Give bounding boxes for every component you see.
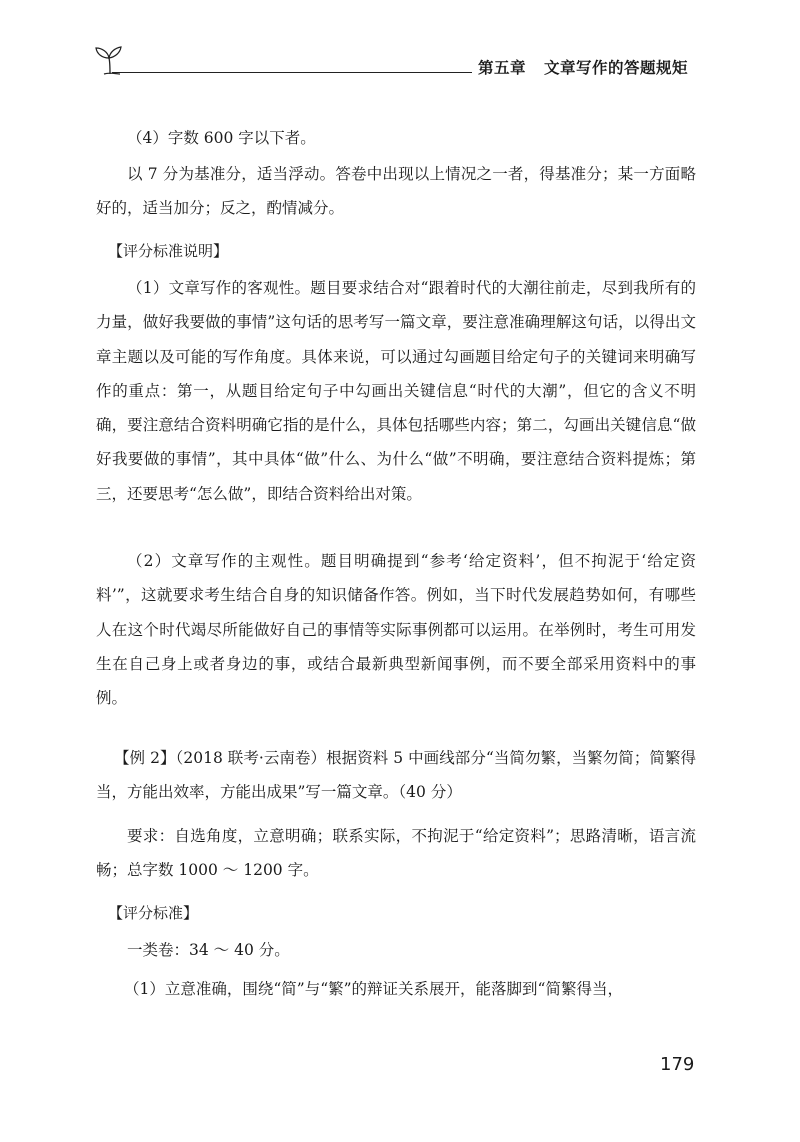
paragraph: （1）立意准确，围绕“简”与“繁”的辩证关系展开，能落脚到“简繁得当，	[124, 980, 623, 998]
body-block-1	[96, 121, 696, 155]
page-number: 179	[660, 1054, 695, 1075]
body-block-9	[96, 933, 696, 967]
paragraph: 要求：自选角度，立意明确；联系实际，不拘泥于“给定资料”；思路清晰，语言流畅；总字数 1000 ～ 1200 字。	[96, 827, 696, 880]
body-block-2	[96, 157, 696, 226]
section-heading: 【评分标准】	[108, 904, 199, 922]
paragraph: （2）文章写作的主观性。题目明确提到“参考‘给定资料’，但不拘泥于‘给定资料’”，这就要求考生结合自身的知识储备作答。例如，当下时代发展趋势如何，有哪些人在这个时代竭尽所能做好自己的事情等实际事例都可以运用。在举例时，考生可用发生在自己身上或者身边的事，或结合最新典型新闻事例，而不要全部采用资料中的事例。	[96, 552, 696, 708]
paragraph: 以 7 分为基准分，适当浮动。答卷中出现以上情况之一者，得基准分；某一方面略好的，适当加分；反之，酌情减分。	[96, 165, 696, 218]
body-block-4	[96, 271, 696, 511]
body-block-5	[96, 544, 696, 715]
chapter-title: 文章写作的答题规矩	[544, 59, 689, 77]
body-block-10	[96, 972, 696, 1006]
chapter-label: 第五章	[478, 59, 527, 77]
sprout-icon	[90, 44, 130, 80]
body-block-8	[96, 896, 696, 930]
paragraph: （4）字数 600 字以下者。	[127, 129, 316, 147]
body-block-7	[96, 819, 696, 888]
section-heading: 【评分标准说明】	[108, 242, 229, 260]
example-paragraph: 【例 2】（2018 联考·云南卷）根据资料 5 中画线部分“当简勿繁，当繁勿简；简繁得当，方能出效率，方能出成果”写一篇文章。（40 分）	[96, 749, 696, 802]
running-header	[478, 56, 688, 78]
paragraph: （1）文章写作的客观性。题目要求结合对“跟着时代的大潮往前走，尽到我所有的力量，做好我要做的事情”这句话的思考写一篇文章，要注意准确理解这句话，以得出文章主题以及可能的写作角度。具体来说，可以通过勾画题目给定句子的关键词来明确写作的重点：第一，从题目给定句子中勾画出关键信息“时代的大潮”，但它的含义不明确，要注意结合资料明确它指的是什么，具体包括哪些内容；第二，勾画出关键信息“做好我要做的事情”，其中具体“做”什么、为什么“做”不明确，要注意结合资料提炼；第三，还要思考“怎么做”，即结合资料给出对策。	[96, 279, 696, 503]
paragraph: 一类卷：34 ～ 40 分。	[127, 941, 290, 959]
body-block-6	[96, 741, 696, 810]
header-rule	[112, 72, 472, 73]
body-block-3	[96, 234, 696, 268]
